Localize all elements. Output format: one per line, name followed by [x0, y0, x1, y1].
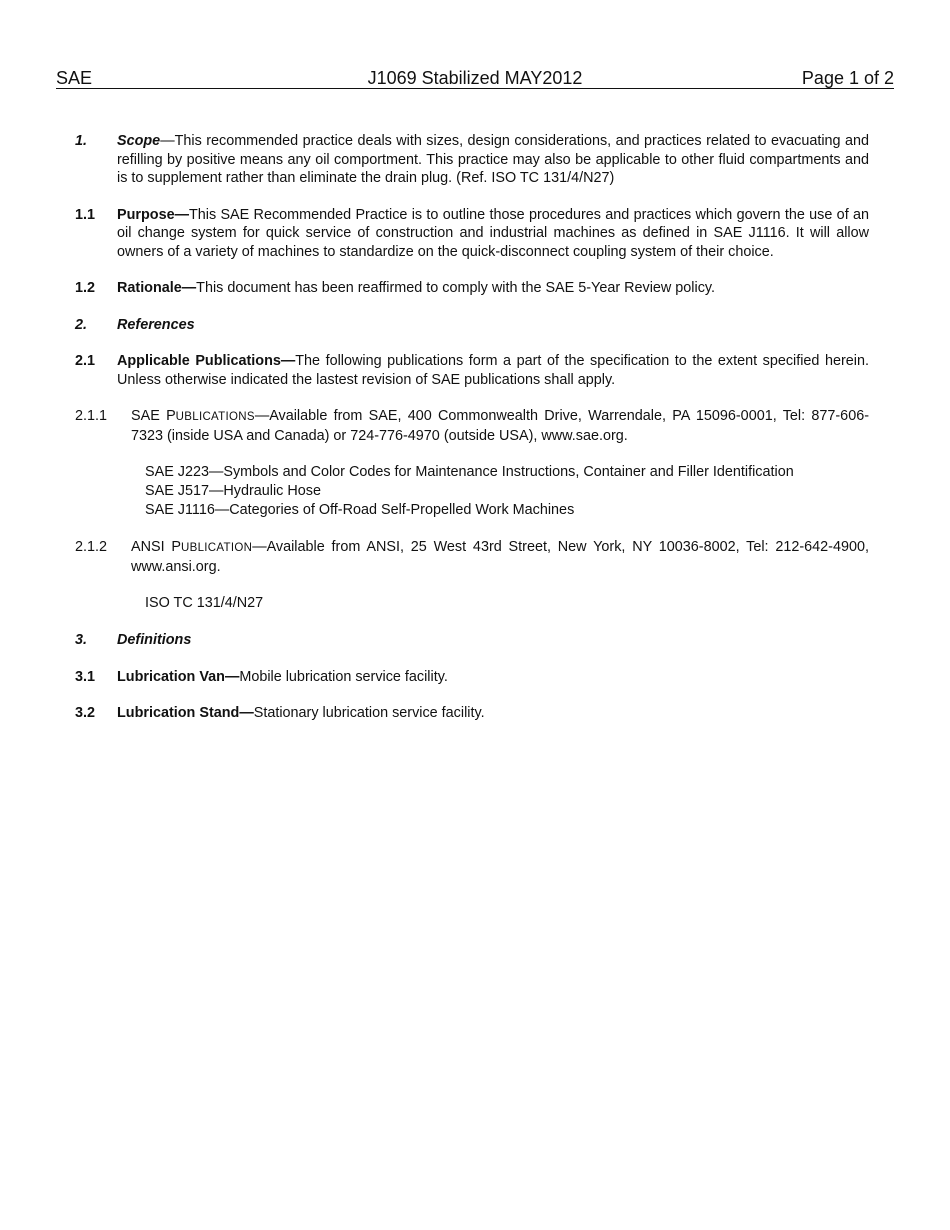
- section-body: [131, 538, 869, 576]
- section-body: [117, 668, 869, 687]
- section-body: [117, 132, 869, 188]
- section-number: 1.1: [75, 206, 96, 223]
- header-page-number: Page 1 of 2: [801, 68, 894, 88]
- reference-item: SAE J223—Symbols and Color Codes for Maintenance Instructions, Container and Filler Identification: [145, 464, 794, 480]
- section-text: This SAE Recommended Practice is to outline those procedures and practices which govern the use of an oil change system for quick service of construction and industrial machines as defined in SAE J1116. It will allow owners of a variety of machines to standardize on the quick-disconnect coupling system of their choice.: [117, 206, 869, 260]
- section-text: Mobile lubrication service facility.: [239, 668, 448, 685]
- section-applicable-publications: [75, 352, 869, 389]
- section-scope: [75, 132, 869, 188]
- section-number: 2.1.2: [75, 539, 108, 555]
- section-rationale: [75, 279, 869, 298]
- section-lubrication-stand: [75, 704, 869, 723]
- section-number: 2.: [75, 316, 88, 333]
- section-body: [131, 407, 869, 445]
- section-title: Lubrication Stand—: [117, 705, 254, 721]
- section-lubrication-van: [75, 668, 869, 687]
- section-body: [117, 206, 869, 262]
- document-body: [75, 132, 869, 741]
- section-number: 3.1: [75, 668, 96, 685]
- sae-reference-list: [75, 463, 869, 520]
- section-body: [117, 279, 869, 298]
- ansi-reference-list: [75, 594, 869, 613]
- section-number: 1.: [75, 133, 88, 149]
- section-definitions: [75, 631, 869, 650]
- section-number: 3.: [75, 632, 88, 648]
- section-text: This document has been reaffirmed to comply with the SAE 5-Year Review policy.: [196, 280, 716, 296]
- section-title: References: [117, 316, 195, 333]
- section-body: [117, 316, 869, 335]
- section-title: Definitions: [117, 632, 192, 648]
- section-references: [75, 316, 869, 335]
- section-purpose: [75, 206, 869, 262]
- section-ansi-publication: [75, 538, 869, 576]
- page-header: [56, 68, 894, 89]
- reference-item: ISO TC 131/4/N27: [145, 595, 264, 611]
- reference-item: SAE J517—Hydraulic Hose: [145, 483, 321, 499]
- section-title: Rationale—: [117, 280, 197, 296]
- section-number: 2.1: [75, 353, 96, 369]
- section-title: Lubrication Van—: [117, 668, 240, 685]
- section-body: [117, 631, 869, 650]
- section-title: Purpose—: [117, 206, 189, 223]
- section-text: —Available from SAE, 400 Commonwealth Drive, Warrendale, PA 15096-0001, Tel: 877-606-7323 (inside USA and Canada) or 724-776-4970 (outside USA), www.sae.org.: [131, 408, 869, 444]
- section-number: 3.2: [75, 705, 96, 721]
- header-org: SAE: [56, 68, 93, 88]
- section-title: [131, 539, 252, 555]
- section-title-smallcaps: UBLICATIONS: [175, 411, 255, 423]
- section-title-initial: SAE P: [131, 408, 176, 424]
- section-title: Scope: [117, 133, 161, 149]
- section-number: 2.1.1: [75, 408, 108, 424]
- section-text: —This recommended practice deals with sizes, design considerations, and practices related to evacuating and refilling by positive means any oil comportment. This practice may also be applicable to other fluid compartments and is to supplement rather than eliminate the drain plug. (Ref. ISO TC 131/4/N27): [117, 133, 869, 186]
- section-sae-publications: [75, 407, 869, 445]
- section-title-initial: ANSI P: [131, 539, 182, 555]
- section-body: [117, 704, 869, 723]
- section-text: Stationary lubrication service facility.: [253, 705, 485, 721]
- section-title: [131, 408, 255, 424]
- header-document-id: J1069 Stabilized MAY2012: [367, 68, 583, 88]
- section-text: The following publications form a part of the specification to the extent specified herein. Unless otherwise indicated the lastest revision of SAE publications shall apply.: [117, 353, 869, 388]
- section-title: Applicable Publications—: [117, 353, 296, 369]
- section-number: 1.2: [75, 280, 96, 296]
- reference-item: SAE J1116—Categories of Off-Road Self-Propelled Work Machines: [145, 502, 575, 518]
- section-title-smallcaps: UBLICATION: [181, 542, 253, 554]
- section-text: —Available from ANSI, 25 West 43rd Street, New York, NY 10036-8002, Tel: 212-642-4900, www.ansi.org.: [131, 539, 869, 575]
- section-body: [117, 352, 869, 389]
